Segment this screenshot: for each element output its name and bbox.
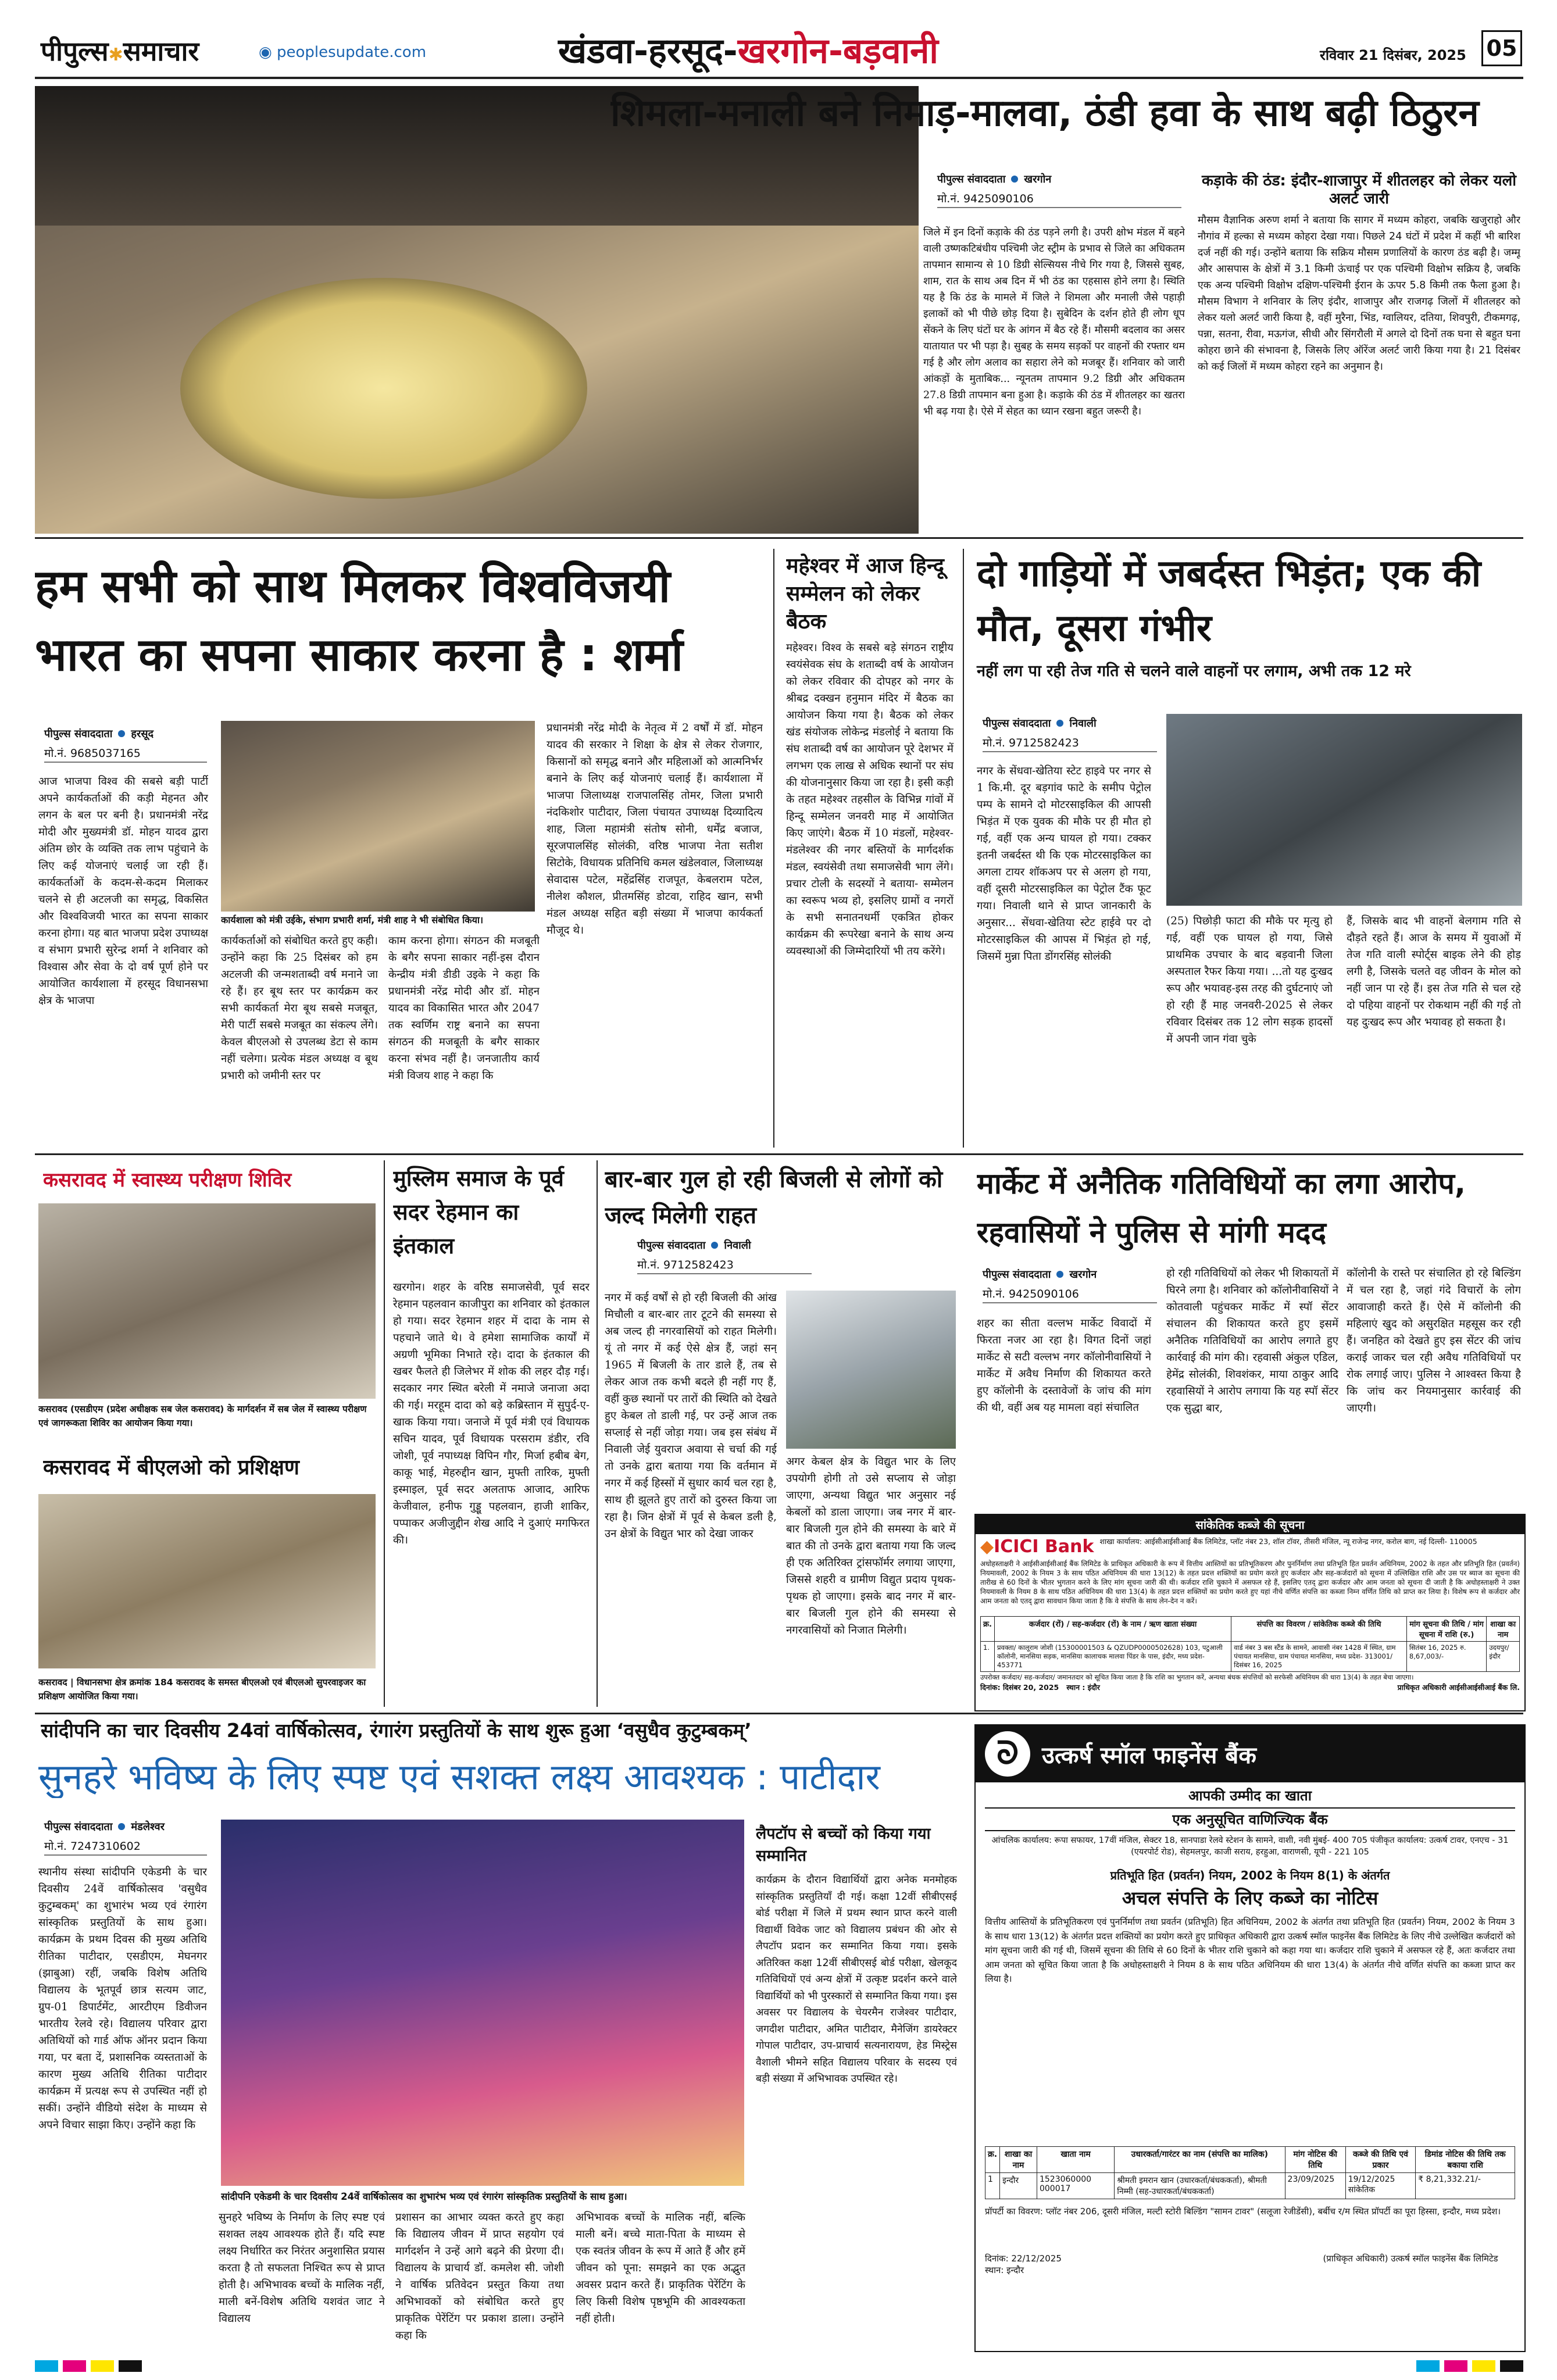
icici-notice-head: सांकेतिक कब्जे की सूचना [976, 1515, 1524, 1534]
story8-headline: बार-बार गुल हो रही बिजली से लोगों को जल्द मिलेगी राहत [605, 1166, 943, 1229]
story8-photo [786, 1291, 956, 1449]
lead-side-body: मौसम वैज्ञानिक अरुण शर्मा ने बताया कि सागर में मध्यम कोहरा, जबकि खजुराहो और नौगांव में हल्का से मध्यम कोहरा देखा गया। पिछले 24 घंटों में प्रदेश में कहीं भी बारिश दर्ज नहीं की गई। उन्होंने बताया कि सक्रिय मौसम प्रणालियों के कारण ठंड बढ़ी है। जम्मू और आसपास के क्षेत्रों में 3.1 किमी ऊंचाई पर एक पश्चिमी विक्षोभ सक्रिय है, जबकि एक अन्य पश्चिमी विक्षोभ दक्षिण-पश्चिमी ईरान के ऊपर 5.8 किमी तक फैला हुआ है। मौसम विभाग ने शनिवार के लिए इंदौर, शाजापुर और राजगढ़ जिलों में शीतलहर को लेकर यलो अलर्ट जारी किया है, वहीं मुरैना, भिंड, ग्वालियर, दतिया, शिवपुरी, टीकमगढ़, पन्ना, सतना, रीवा, मऊगंज, सीधी और सिंगरौली में अगले दो दिनों तक घना से बहुत घना कोहरा छाने की संभावना है, जिसके लिए ऑरेंज अलर्ट जारी किया गया है। 21 दिसंबर को कई जिलों में मध्यम कोहरा रहने का अनुमान है। [1198, 215, 1520, 373]
story6-headline: कसरावद में बीएलओ को प्रशिक्षण [43, 1456, 299, 1480]
story7-body: खरगोन। शहर के वरिष्ठ समाजसेवी, पूर्व सदर रेहमान पहलवान काजीपुरा का शनिवार को इंतकाल हो गया। सदर रेहमान शहर में दादा के नाम से पहचाने जाते थे। वे हमेशा सामाजिक कार्यों में अग्रणी भूमिका निभाते रहे। दादा के इंतकाल की खबर फैलते ही जिलेभर में शोक की लहर दौड़ गई। सदकार नगर स्थित बरेली में नमाजे जनाजा अदा की गई। मरहूम दादा को बड़े कब्रिस्तान में सुपुर्द-ए-खाक किया गया। जनाजे में पूर्व मंत्री एवं विधायक सचिन यादव, पूर्व विधायक परसराम डंडीर, रवि जोशी, पूर्व नपाध्यक्ष विपिन गौर, मिर्जा हबीब बेग, काकू भाई, मेहरुद्दीन खान, मुफ्ती तारिक, मुफ्ती इस्माइल, पूर्व सदर अलताफ आजाद, आरिफ केजीवाल, हनीफ गुड्डू पहलवान, हाजी शाकिर, पप्पाकर अजीजुद्दीन शेख आदि ने दुआएं मगफिरत की। [393, 1281, 590, 1546]
story4-col2: हो रही गतिविधियों को लेकर भी शिकायतों में घिरने लगा है। शनिवार को कॉलोनीवासियों ने कोतवाली पहुंचकर मार्केट में स्पॉ सेंटर संचालन की शिकायत करते हुए इसमें अनैतिक गतिविधियों का आरोप लगाते हुए कार्रवाई की मांग की। रहवासी अंकुल एडिल, हेमेंद्र सोलंकी, शिवशंकर, माया ठाकुर आदि रहवासियों ने आरोप लगाया कि यह स्पॉ सेंटर एक सुद्धा बार, [1166, 1267, 1338, 1414]
registration-bar [35, 2360, 1523, 2373]
story9-side [756, 1823, 957, 2346]
bullet-icon [1011, 176, 1018, 183]
story9-col4: अभिभावक बच्चों के मालिक नहीं, बल्कि माली बनें। बच्चे माता-पिता के माध्यम से एक स्वतंत्र जीवन के रूप में आते हैं और हमें जीवन को पूना: समझने का एक अद्भुत अवसर प्रदान करते हैं। प्राकृतिक पेरेंटिंग के लिए किसी विशेष पृष्ठभूमि की आवश्यकता नहीं होती। [576, 2211, 745, 2325]
icici-notice: सांकेतिक कब्जे की सूचना ◆ICICI Bank शाखा कार्यालय: आईसीआईसीआई बैंक लिमिटेड, प्लॉट नंबर 23, शॉल टॉवर, तीसरी मंजिल, न्यू राजेन्द्र नगर, करोल बाग, नई दिल्ली- 110005 अधोहस्ताक्षरी ने आईसीआईसीआई बैंक लिमिटेड के प्राधिकृत अधिकारी के रूप में वित्तीय आस्तियों का प्रतिभूतिकरण और पुनर्निर्माण तथा प्रतिभूति हित प्रवर्तन अधिनियम, 2002 के तहत और प्रतिभूति हित (प्रवर्तन) नियमावली, 2002 के नियम 3 के साथ पठित अधिनियम की धारा 13(12) के तहत प्रदत्त शक्तियों का प्रयोग करते हुए कर्जदार और सह-कर्जदारों को सूचना में उल्लिखित राशि और उस पर ब्याज का सूचना की तारीख से 60 दिनों के भीतर भुगतान करने के लिए मांग सूचना जारी की थी। कर्जदार राशि चुकाने में असफल रहे हैं, इसलिए एतद् द्वारा कर्जदार और आम जनता को सूचना दी जाती है कि अधोहस्ताक्षरी ने उक्त नियमावली के नियम 8 के साथ पठित अधिनियम की धारा 13(4) के तहत प्रदत्त शक्तियों का प्रयोग करते हुए यहां नीचे वर्णित संपत्ति का कब्जा निम्न वर्णित तिथि को प्राप्त कर लिया है। विशेष रूप से कर्जदार और आम जनता को एतद् द्वारा सावधान किया जाता है कि वे संपत्ति के साथ लेन-देन न करें। क्र. कर्जदार (रों) / सह-कर्जदार (रों) के नाम / ऋण खाता संख्या संपत्ति का विवरण / सांकेतिक कब्जे की तिथि मांग सूचना की तिथि / मांग सूचना में राशि (रु.) शाखा का नाम 1. प्रवक्ता/ कालूराम जोशी (15300001503 & QZUDP0000502628) 103, पटुआली कॉलोनी, मानसिया सड़क, मानसिया कालाचक मालवा पिंडर के पास, इंदौर, मध्य प्रदेश- 453771 वार्ड नंबर 3 बस स्टैंड के सामने, आवासी नंबर 1428 में स्थित, ग्राम पंचायत मानसिया, ग्राम पंचायत मानसिया, मध्य प्रदेश- 313001/ दिसंबर 16, 2025 सितंबर 16, 2025 रु. 8,67,003/- उदयपुर/ इंदौर उपरोक्त कर्जदार/ सह-कर्जदार/ जमानतदार को सूचित किया जाता है कि राशि का भुगतान करें, अन्यथा बंधक संपत्तियों को सरफेसी अधिनियम की धारा 13(4) के तहत बेचा जाएगा। दिनांक: दिसंबर 20, 2025 स्थान : इंदौर प्राधिकृत अधिकारी आईसीआईसीआई बैंक लि. [974, 1514, 1526, 1711]
utkarsh-notice: ᘐ उत्कर्ष स्मॉल फाइनेंस बैंक आपकी उम्मीद का खाता एक अनुसूचित वाणिज्यिक बैंक आंचलिक कार्यालय: रूपा सफायर, 17वीं मंजिल, सेक्टर 18, सानपाडा रेलवे स्टेशन के सामने, वाशी, नवी मुंबई- 400 705 पंजीकृत कार्यालय: उत्कर्ष टावर, एनएच - 31 (एयरपोर्ट रोड), सेहमलपुर, काजी सराय, हरहुआ, वाराणसी, यूपी - 221 105 प्रतिभूति हित (प्रवर्तन) नियम, 2002 के नियम 8(1) के अंतर्गत अचल संपत्ति के लिए कब्जे का नोटिस वित्तीय आस्तियों के प्रतिभूतिकरण एवं पुनर्निर्माण तथा प्रवर्तन (प्रतिभूति) हित अधिनियम, 2002 के अंतर्गत तथा प्रतिभूति हित (प्रवर्तन) नियम, 2002 के नियम 3 के साथ धारा 13(12) के अंतर्गत प्रदत्त शक्तियों का प्रयोग करते हुए प्राधिकृत अधिकारी द्वारा उत्कर्ष स्मॉल फाइनेंस बैंक लिमिटेड के लिए नीचे उल्लेखित कर्जदारों को मांग सूचना जारी की गई थी, जिसमें सूचना की तिथि से 60 दिनों के भीतर राशि चुकाने को कहा गया था। कर्जदार राशि चुकाने में असफल रहे हैं, अतः कर्जदार तथा आम जनता को सूचित किया जाता है कि अधोहस्ताक्षरी ने नियम 8 के साथ पठित अधिनियम की धारा 13(4) के अंतर्गत नीचे वर्णित संपत्ति का कब्जा प्राप्त कर लिया है। क्र. शाखा का नाम खाता नाम उधारकर्ता/गारंटर का नाम (संपत्ति का मालिक) मांग नोटिस की तिथि कब्जे की तिथि एवं प्रकार डिमांड नोटिस की तिथि तक बकाया राशि 1 इन्दौर 1523060000 000017 श्रीमती इमरान खान (उधारकर्ता/बंधककर्ता), श्रीमती निम्मी (सह-उधारकर्ता/बंधककर्ता) 23/09/2025 19/12/2025 सांकेतिक ₹ 8,21,332.21/- प्रॉपर्टी का विवरण: प्लॉट नंबर 206, दूसरी मंजिल, मल्टी स्टोरी बिल्डिंग "सामन टावर" (सलूजा रेजीडेंसी), बर्बीच र/म स्थित प्रॉपर्टी का पूरा हिस्सा, इन्दौर, मध्य प्रदेश। दिनांक: 22/12/2025 स्थान: इन्दौर (प्राधिकृत अधिकारी) उत्कर्ष स्मॉल फाइनेंस बैंक लिमिटेड [974, 1724, 1526, 2352]
story2-headline: महेश्वर में आज हिन्दू सम्मेलन को लेकर बैठक [786, 554, 944, 634]
story1-col2: कार्यकर्ताओं को संबोधित करते हुए कही। उन्होंने कहा कि 25 दिसंबर को हम अटलजी की जन्मशताब्दी वर्ष मनाने जा रहे हैं। हर बूथ स्तर पर कार्यक्रम कर सभी कार्यकर्ता मेरा बूथ सबसे मजबूत, मेरी पार्टी सबसे मजबूत का संकल्प लेंगे। केवल बीएलओ से उपलब्ध डेटा से काम नहीं चलेगा। प्रत्येक मंडल अध्यक्ष व बूथ प्रभारी को जमीनी स्तर पर [221, 935, 378, 1082]
story8-byline: पीपुल्स संवाददाता निवाली मो.नं. 9712582423 [637, 1238, 812, 1274]
icici-logo-icon: ◆ [980, 1536, 994, 1557]
globe-icon: ◉ [259, 44, 277, 61]
icici-table: क्र. कर्जदार (रों) / सह-कर्जदार (रों) के नाम / ऋण खाता संख्या संपत्ति का विवरण / सांकेतिक कब्जे की तिथि मांग सूचना की तिथि / मांग सूचना में राशि (रु.) शाखा का नाम 1. प्रवक्ता/ कालूराम जोशी (15300001503 & QZUDP0000502628) 103, पटुआली कॉलोनी, मानसिया सड़क, मानसिया कालाचक मालवा पिंडर के पास, इंदौर, मध्य प्रदेश- 453771 वार्ड नंबर 3 बस स्टैंड के सामने, आवासी नंबर 1428 में स्थित, ग्राम पंचायत मानसिया, ग्राम पंचायत मानसिया, मध्य प्रदेश- 313001/ दिसंबर 16, 2025 सितंबर 16, 2025 रु. 8,67,003/- उदयपुर/ इंदौर [980, 1616, 1520, 1672]
story9-col2: सुनहरे भविष्य के निर्माण के लिए स्पष्ट एवं सशक्त लक्ष्य आवश्यक होते हैं। यदि स्पष्ट लक्ष्य निर्धारित कर निरंतर अनुशासित प्रयास करता है तो सफलता निश्चित रूप से प्राप्त होती है। अभिभावक बच्चों के मालिक नहीं, माली बनें-विशेष अतिथि यशवंत जाट ने विद्यालय [219, 2211, 385, 2325]
utkarsh-logo-icon: ᘐ [985, 1731, 1030, 1777]
story9-caption: सांदीपनि एकेडमी के चार दिवसीय 24वें वार्षिकोत्सव का शुभारंभ भव्य एवं रंगारंग सांस्कृतिक प्रस्तुतियों के साथ हुआ। [221, 2191, 627, 2202]
page-number: 05 [1481, 30, 1522, 66]
story9-headline: सुनहरे भविष्य के लिए स्पष्ट एवं सशक्त लक्ष्य आवश्यक : पाटीदार [38, 1756, 880, 1798]
brand-logo: पीपुल्स✱समाचार [41, 35, 199, 67]
lead-headline: शिमला-मनाली बने निमाड़-मालवा, ठंडी हवा के साथ बढ़ी ठिठुरन [610, 92, 1479, 135]
story1-caption: कार्यशाला को मंत्री उईके, संभाग प्रभारी शर्मा, मंत्री शाह ने भी संबोधित किया। [221, 914, 484, 925]
story3-photo [1166, 714, 1522, 906]
story9-side-body: कार्यक्रम के दौरान विद्यार्थियों द्वारा अनेक मनमोहक सांस्कृतिक प्रस्तुतियाँ दी गई। कक्षा 12वीं सीबीएसई बोर्ड परीक्षा में जिले में प्रथम स्थान प्राप्त करने वाली विद्यार्थी विवेक जाट को विद्यालय प्रबंधन की ओर से लैपटॉप प्रदान कर सम्मानित किया गया। इसके अतिरिक्त कक्षा 12वीं सीबीएसई बोर्ड परीक्षा, खेलकूद गतिविधियों एवं अन्य क्षेत्रों में उत्कृष्ट प्रदर्शन करने वाले विद्यार्थियों को भी पुरस्कारों से सम्मानित किया गया। इस अवसर पर विद्यालय के चेयरमैन राजेश्वर पाटीदार, जगदीश पाटीदार, अमित पाटीदार, मैनेजिंग डायरेक्टर गोपाल पाटीदार, उप-प्राचार्य सत्यनारायण, हेड मिस्ट्रेस वैशाली भीमने सहित विद्यालय परिवार के सदस्य एवं बड़ी संख्या में अभिभावक उपस्थित रहे। [756, 1874, 957, 2085]
story5-headline: कसरावद में स्वास्थ्य परीक्षण शिविर [43, 1168, 292, 1192]
star-icon: ✱ [108, 45, 123, 65]
lead-side-box [1198, 172, 1520, 534]
story1-col1: आज भाजपा विश्व की सबसे बड़ी पार्टी अपने कार्यकर्ताओं की कड़ी मेहनत और लगन के बल पर बनी है। प्रधानमंत्री नरेंद्र मोदी और मुख्यमंत्री डॉ. मोहन यादव द्वारा अंतिम छोर के व्यक्ति तक लाभ पहुंचाने के लिए कई योजनाएं चलाई जा रही हैं। कार्यकर्ताओं के कदम-से-कदम मिलाकर चलने से ही अटलजी का समृद्ध, विकसित और विश्वविजयी भारत का सपना साकार करना होगा। यह बात भाजपा प्रदेश उपाध्यक्ष व संभाग प्रभारी सुरेन्द्र शर्मा ने शनिवार को विश्वास और सेवा के दो वर्ष पूर्ण होने पर आयोजित कार्यशाला में हरसूद विधानसभा क्षेत्र के भाजपा [38, 776, 208, 1007]
story9-photo [221, 1820, 744, 2186]
story3-col3: हैं, जिसके बाद भी वाहनों बेलगाम गति से दौड़ते रहते हैं। आज के समय में युवाओं में तेज गति वाली स्पोर्ट्स बाइक लेने की होड़ लगी है, जिसके चलते वह जीवन के मोल को नहीं जान पा रहे हैं। इस तेज गति से चल रहे दो पहिया वाहनों पर रोकथाम नहीं की गई तो यह दुःखद रूप और भयावह हो सकता है। [1347, 915, 1521, 1028]
story7-headline: मुस्लिम समाज के पूर्व सदर रेहमान का इंतकाल [393, 1166, 564, 1259]
story9-col3: प्रशासन का आभार व्यक्त करते हुए कहा कि विद्यालय जीवन में प्राप्त सहयोग एवं मार्गदर्शन ने उन्हें आगे बढ़ने की प्रेरणा दी। विद्यालय के प्राचार्य डॉ. कमलेश सी. जोशी ने वार्षिक प्रतिवेदन प्रस्तुत किया तथा अभिभावकों को संबोधित करते हुए प्राकृतिक पेरेंटिंग पर प्रकाश डाला। उन्होंने कहा कि [395, 2211, 564, 2342]
story8-col2: अगर केबल क्षेत्र के विद्युत भार के लिए उपयोगी होगी तो उसे सप्लाय से जोड़ा जाएगा, अन्यथा विद्युत भार अनुसार नई केबलों को डाला जाएगा। जब नगर में बार-बार बिजली गुल होने की समस्या के बारे में बात की तो उनके द्वारा बताया गया कि जल्द ही एक अतिरिक्त ट्रांसफॉर्मर लगाया जाएगा, जिससे शहरी व ग्रामीण विद्युत प्रदाय पृथक-पृथक हो जाएगा। इसके बाद नगर में बार-बार बिजली गुल होने की समस्या से नगरवासियों को निजात मिलेगी। [786, 1456, 956, 1636]
story9-banner: सांदीपनि का चार दिवसीय 24वां वार्षिकोत्सव, रंगारंग प्रस्तुतियों के साथ शुरू हुआ ‘वसुधैव कुटुम्बकम्’ [41, 1720, 752, 1742]
story6-photo [38, 1494, 376, 1668]
masthead [0, 0, 1557, 81]
table-row: 1. प्रवक्ता/ कालूराम जोशी (15300001503 & QZUDP0000502628) 103, पटुआली कॉलोनी, मानसिया सड़क, मानसिया कालाचक मालवा पिंडर के पास, इंदौर, मध्य प्रदेश- 453771 वार्ड नंबर 3 बस स्टैंड के सामने, आवासी नंबर 1428 में स्थित, ग्राम पंचायत मानसिया, ग्राम पंचायत मानसिया, मध्य प्रदेश- 313001/ दिसंबर 16, 2025 सितंबर 16, 2025 रु. 8,67,003/- उदयपुर/ इंदौर [981, 1642, 1520, 1672]
story5-photo [38, 1203, 376, 1399]
icici-body: अधोहस्ताक्षरी ने आईसीआईसीआई बैंक लिमिटेड के प्राधिकृत अधिकारी के रूप में वित्तीय आस्तियों का प्रतिभूतिकरण और पुनर्निर्माण तथा प्रतिभूति हित प्रवर्तन अधिनियम, 2002 के तहत और प्रतिभूति हित (प्रवर्तन) नियमावली, 2002 के नियम 3 के साथ पठित अधिनियम की धारा 13(12) के तहत प्रदत्त शक्तियों का प्रयोग करते हुए कर्जदार और सह-कर्जदारों को सूचना में उल्लिखित राशि और उस पर ब्याज का सूचना की तारीख से 60 दिनों के भीतर भुगतान करने के लिए मांग सूचना जारी की थी। कर्जदार राशि चुकाने में असफल रहे हैं, इसलिए एतद् द्वारा कर्जदार और आम जनता को सूचना दी जाती है कि अधोहस्ताक्षरी ने उक्त नियमावली के नियम 8 के साथ पठित अधिनियम की धारा 13(4) के तहत प्रदत्त शक्तियों का प्रयोग करते हुए यहां नीचे वर्णित संपत्ति का कब्जा निम्न वर्णित तिथि को प्राप्त कर लिया है। विशेष रूप से कर्जदार और आम जनता को एतद् द्वारा सावधान किया जाता है कि वे संपत्ति के साथ लेन-देन न करें। [980, 1560, 1520, 1605]
story4-col3: कॉलोनी के रास्ते पर संचालित हो रहे बिल्डिंग में चल रहा है, जहां गंदे विचारों के लोग आवाजाही करते हैं। ऐसे में कॉलोनी की महिलाएं खुद को असुरक्षित महसूस कर रही हैं। जनहित को देखते हुए इस सेंटर की जांच कराई जाकर चल रही अवैध गतिविधियों पर रोक लगाई जाए। पुलिस ने आश्वस्त किया है कि जांच कर नियमानुसार कार्रवाई की जाएगी। [1347, 1267, 1521, 1414]
section-title: खंडवा-हरसूद-खरगोन-बड़वानी [558, 31, 938, 72]
story1-col3: काम करना होगा। संगठन की मजबूती के बगैर सपना साकार नहीं-इस दौरान केन्द्रीय मंत्री डीडी उइके ने कहा कि प्रधानमंत्री नरेंद्र मोदी और डॉ. मोहन यादव का विकासित भारत और 2047 तक स्वर्णिम राष्ट्र बनाने का सपना संगठन की मजबूती के बगैर साकार करना संभव नहीं है। जनजातीय कार्य मंत्री विजय शाह ने कहा कि [388, 935, 540, 1082]
story6-caption: कसरावद | विधानसभा क्षेत्र क्रमांक 184 कसरावद के समस्त बीएलओ एवं बीएलओ सुपरवाइजर का प्रशिक्षण आयोजित किया गया। [38, 1677, 366, 1702]
utkarsh-bank-name: उत्कर्ष स्मॉल फाइनेंस बैंक [1042, 1742, 1256, 1769]
story3-col2: (25) पिछोड़ी फाटा की मौके पर मृत्यु हो गई, वहीं एक घायल हो गया, जिसे प्राथमिक उपचार के बाद बड़वानी जिला अस्पताल रैफर किया गया। ...तो यह दुःखद रूप और भयावह-इस तरह की दुर्घटनाएं जो हो रही हैं माह जनवरी-2025 से लेकर रविवार दिसंबर तक 12 लोग सड़क हादसों में अपनी जान गंवा चुके [1166, 915, 1333, 1045]
story3-col1: नगर के सेंधवा-खेतिया स्टेट हाइवे पर नगर से 1 कि.मी. दूर बड़गांव फाटे के समीप पेट्रोल पम्प के सामने दो मोटरसाइकिल की आपसी भिड़ंत में एक युवक की मौके पर ही मौत हो गई, वहीं एक अन्य घायल हो गया। टक्कर इतनी जबर्दस्त थी कि एक मोटरसाइकिल का अगला टायर शॉकअप पर से अलग हो गया, वहीं दूसरी मोटरसाइकिल का पेट्रोल टैंक फूट गया। निवाली थाने से प्राप्त जानकारी के अनुसार... सेंधवा-खेतिया स्टेट हाईवे पर दो मोटरसाइकिल की आपस में भिड़ंत हो गई, जिसमें मुन्ना पिता डोंगरसिंह सोलंकी [977, 765, 1151, 963]
story4-headline: मार्केट में अनैतिक गतिविधियों का लगा आरोप, रहवासियों ने पुलिस से मांगी मदद [977, 1167, 1466, 1249]
lead-byline: पीपुल्स संवाददाता खरगोन मो.नं. 9425090106 [937, 172, 1199, 208]
story5-caption: कसरावद (एसडीएम (प्रदेश अधीक्षक सब जेल कसरावद) के मार्गदर्शन में सब जेल में स्वास्थ्य परीक्षण एवं जागरूकता शिविर का आयोजन किया गया। [38, 1404, 367, 1428]
story9-byline: पीपुल्स संवाददाता मंडलेश्वर मो.नं. 7247310602 [44, 1820, 207, 1856]
story4-col1: शहर का सीता वल्लभ मार्केट विवादों में फिरता नजर आ रहा है। विगत दिनों जहां मार्केट से सटी वल्लभ नगर कॉलोनीवासियों ने मार्केट में अवैध निर्माण की शिकायत करते हुए कॉलोनी के दस्तावेजों के जांच की मांग की थी, वहीं अब यह मामला वहां संचालित [977, 1317, 1151, 1414]
lead-body: जिले में इन दिनों कड़ाके की ठंड पड़ने लगी है। उपरी क्षोभ मंडल में बहने वाली उष्णकटिबंधीय पश्चिमी जेट स्ट्रीम के प्रभाव से जिले का अधिकतम तापमान सामान्य से 10 डिग्री सेल्सियस नीचे गिर गया है, जिससे सुबह, शाम, रात के साथ अब दिन में भी ठंड का एहसास होने लगा है। स्थिति यह है कि ठंड के मामले में जिले ने शिमला और मनाली जैसे पहाड़ी इलाकों को भी पीछे छोड़ दिया है। सुबेदिन के दर्शन होते ही लोग धूप सेंकने के लिए घंटों घर के आंगन में बैठ रहे हैं। मौसमी बदलाव का असर यातायात पर भी पड़ा है। सुबह के समय सड़कों पर वाहनों की रफ्तार थम गई है और लोग अलाव का सहारा लेने को मजबूर हैं। शनिवार को जारी आंकड़ों के मुताबिक... न्यूनतम तापमान 9.2 डिग्री और अधिकतम 27.8 डिग्री तापमान बना हुआ है। कड़ाके की ठंड में शीतलहर का खतरा भी बढ़ गया है। ऐसे में सेहत का ध्यान रखना बहुत जरूरी है। [923, 227, 1185, 417]
story3-subhead: नहीं लग पा रही तेज गति से चलने वाले वाहनों पर लगाम, अभी तक 12 मरे [977, 662, 1411, 680]
story1-col4: प्रधानमंत्री नरेंद्र मोदी के नेतृत्व में 2 वर्षों में डॉ. मोहन यादव की सरकार ने शिक्षा के क्षेत्र से लेकर रोजगार, किसानों को समृद्ध बनाने और महिलाओं को आत्मनिर्भर बनाने के लिए कई योजनाएं चलाई हैं। कार्यशाला में भाजपा जिलाध्यक्ष राजपालसिंह तोमर, जिला प्रभारी नंदकिशोर पाटीदार, जिला पंचायत उपाध्यक्ष दिव्यादित्य शाह, जिला महामंत्री संतोष सोनी, धर्मेंद्र बजाज, सूरजपालसिंह सोलंकी, वरिष्ठ भाजपा नेता सतीश सिटोके, विधायक प्रतिनिधि कमल खंडेलवाल, जिलाध्यक्ष सेवादास पटेल, महेंद्रसिंह राजपूत, केबलराम पटेल, नीलेश कौशल, प्रीतमसिंह डोटवा, राहिद खान, सभी मंडल अध्यक्ष सहित बड़ी संख्या में भाजपा कार्यकर्ता मौजूद थे। [547, 722, 763, 937]
story9-col1: स्थानीय संस्था सांदीपनि एकेडमी के चार दिवसीय 24वें वार्षिकोत्सव 'वसुधैव कुटुम्बकम्' का शुभारंभ भव्य एवं रंगारंग सांस्कृतिक प्रस्तुतियों के साथ हुआ। कार्यक्रम के प्रथम दिवस की मुख्य अतिथि रीतिका पाटीदार, एसडीएम, मेघनगर (झाबुआ) रहीं, जबकि विशेष अतिथि विद्यालय के भूतपूर्व छात्र सत्यम जाट, ग्रुप-01 डिपार्टमेंट, आरटीएम डिवीजन भारतीय रेलवे रहे। विद्यालय परिवार द्वारा अतिथियों को गार्ड ऑफ ऑनर प्रदान किया गया, पर बता दें, प्रशासनिक व्यस्तताओं के कारण मुख्य अतिथि रीतिका पाटीदार कार्यक्रम में प्रत्यक्ष रूप से उपस्थित नहीं हो सकीं। उन्होंने वीडियो संदेश के माध्यम से अपने विचार साझा किए। उन्होंने कहा कि [38, 1866, 207, 2131]
story3-byline: पीपुल्स संवाददाता निवाली मो.नं. 9712582423 [983, 716, 1157, 752]
utkarsh-table: क्र. शाखा का नाम खाता नाम उधारकर्ता/गारंटर का नाम (संपत्ति का मालिक) मांग नोटिस की तिथि कब्जे की तिथि एवं प्रकार डिमांड नोटिस की तिथि तक बकाया राशि 1 इन्दौर 1523060000 000017 श्रीमती इमरान खान (उधारकर्ता/बंधककर्ता), श्रीमती निम्मी (सह-उधारकर्ता/बंधककर्ता) 23/09/2025 19/12/2025 सांकेतिक ₹ 8,21,332.21/- [985, 2146, 1515, 2199]
masthead-rule [35, 77, 1523, 79]
story1-byline: पीपुल्स संवाददाता हरसूद मो.नं. 9685037165 [44, 727, 207, 763]
lead-bottom-rule [35, 537, 1523, 539]
story3-headline: दो गाड़ियों में जबर्दस्त भिड़ंत; एक की मौत, दूसरा गंभीर [977, 552, 1481, 650]
story9-side-headline: लैपटॉप से बच्चों को किया गया सम्मानित [756, 1825, 931, 1865]
website[interactable]: ◉ peoplesupdate.com [259, 44, 427, 61]
utkarsh-notice-head: अचल संपत्ति के लिए कब्जे का नोटिस [1122, 1887, 1379, 1909]
lead-side-headline: कड़ाके की ठंड: इंदौर-शाजापुर में शीतलहर को लेकर यलो अलर्ट जारी [1202, 172, 1516, 208]
icici-logo: ◆ICICI Bank [980, 1536, 1094, 1557]
story1-headline: हम सभी को साथ मिलकर विश्वविजयी भारत का सपना साकार करना है : शर्मा [35, 560, 683, 681]
lead-photo [35, 86, 919, 534]
story1-photo [221, 721, 535, 912]
utkarsh-body: वित्तीय आस्तियों के प्रतिभूतिकरण एवं पुनर्निर्माण तथा प्रवर्तन (प्रतिभूति) हित अधिनियम, 2002 के अंतर्गत तथा प्रतिभूति हित (प्रवर्तन) नियम, 2002 के नियम 3 के साथ धारा 13(12) के अंतर्गत प्रदत्त शक्तियों का प्रयोग करते हुए प्राधिकृत अधिकारी द्वारा उत्कर्ष स्मॉल फाइनेंस बैंक लिमिटेड के लिए नीचे उल्लेखित कर्जदारों को मांग सूचना जारी की गई थी, जिसमें सूचना की तिथि से 60 दिनों के भीतर राशि चुकाने को कहा गया था। कर्जदार राशि चुकाने में असफल रहे हैं, अतः कर्जदार तथा आम जनता को सूचित किया जाता है कि अधोहस्ताक्षरी ने नियम 8 के साथ पठित अधिनियम की धारा 13(4) के अंतर्गत नीचे वर्णित संपत्ति का कब्जा प्राप्त कर लिया है। [985, 1917, 1515, 1984]
story4-byline: पीपुल्स संवाददाता खरगोन मो.नं. 9425090106 [983, 1267, 1157, 1303]
issue-date: रविवार 21 दिसंबर, 2025 [1320, 47, 1466, 63]
table-row: 1 इन्दौर 1523060000 000017 श्रीमती इमरान खान (उधारकर्ता/बंधककर्ता), श्रीमती निम्मी (सह-उधारकर्ता/बंधककर्ता) 23/09/2025 19/12/2025 सांकेतिक ₹ 8,21,332.21/- [985, 2173, 1515, 2199]
story2-body: महेश्वर। विश्व के सबसे बड़े संगठन राष्ट्रीय स्वयंसेवक संघ के शताब्दी वर्ष के आयोजन को लेकर रविवार की दोपहर को नगर के श्रीबद्र दक्खन हनुमान मंदिर में बैठक का आयोजन किया गया है। बैठक को लेकर खंड संयोजक लोकेन्द्र मंडलोई ने बताया कि संघ शताब्दी वर्ष का आयोजन पूरे देशभर में लगभग एक लाख से अधिक स्थानों पर संघ की योजनानुसार किया जा रहा है। इसी कड़ी के तहत महेश्वर तहसील के विभिन्न गांवों में हिन्दू सम्मेलन जनवरी माह में आयोजित किए जाएंगे। बैठक में 10 मंडलों, महेश्वर-मंडलेश्वर की नगर बस्तियों के मार्गदर्शक मंडल, स्वयंसेवी तथा समाजसेवी भाग लेंगे। प्रचार टोली के सदस्यों ने बताया- सम्मेलन का स्वरूप भव्य हो, इसलिए ग्रामों व नगरों के सभी सनातनधर्मी एकत्रित होकर कार्यक्रम की रूपरेखा बनाने के साथ अन्य व्यवस्थाओं की जिम्मेदारियों भी तय करेंगे। [786, 642, 954, 957]
story8-col1: नगर में कई वर्षों से हो रही बिजली की आंख मिचौली व बार-बार तार टूटने की समस्या से अब जल्द ही नगरवासियों को राहत मिलेगी। यूं तो नगर में कई ऐसे क्षेत्र हैं, जहां सन् 1965 में बिजली के तार डाले हैं, तब से लेकर आज तक कभी बदले ही नहीं गए हैं, वहीं कुछ स्थानों पर तारों की स्थिति को देखते हुए केबल तो डाली गई, पर उन्हें आज तक सप्लाई से नहीं जोड़ा गया। जब इस संबंध में निवाली जेई युवराज अवाया से चर्चा की गई तो उनके द्वारा बताया गया कि वर्तमान में नगर में कई हिस्सों में सुधार कार्य चल रहा है, साथ ही झूलते हुए तारों को दुरुस्त किया जा रहा है। जिन क्षेत्रों में पूर्व से केबल डली है, उन क्षेत्रों के विद्युत भार को देखा जाकर [605, 1292, 777, 1540]
